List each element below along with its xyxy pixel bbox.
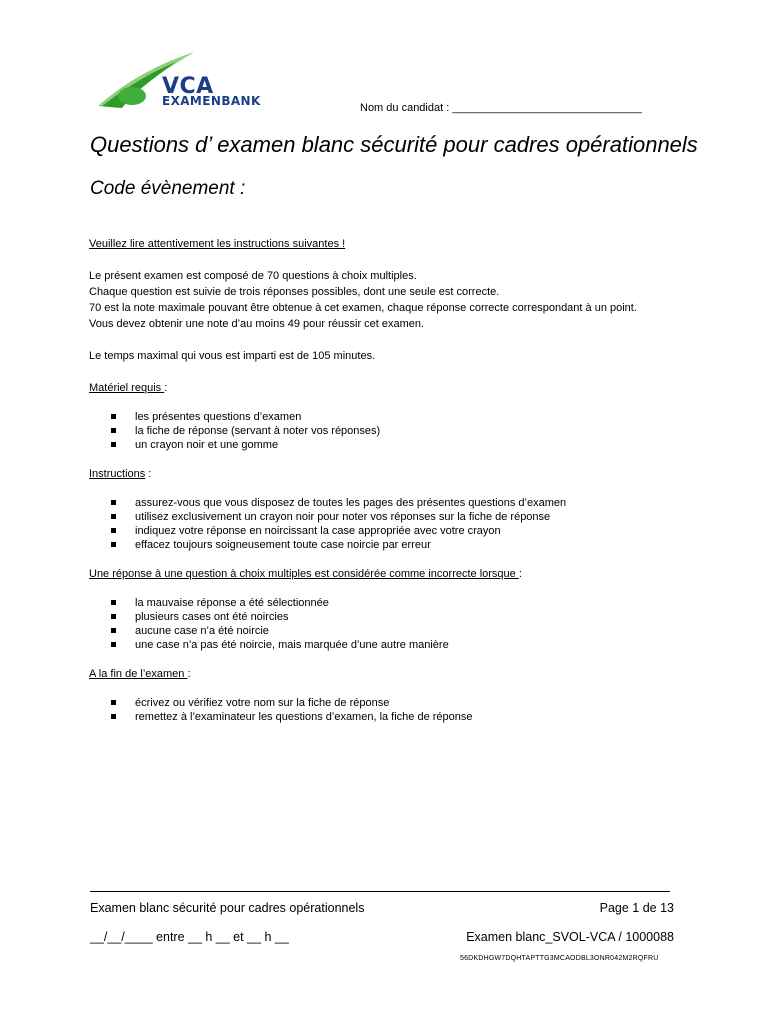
list-item: un crayon noir et une gomme bbox=[111, 438, 689, 452]
bullet-icon bbox=[111, 428, 116, 433]
logo-sub-text: EXAMENBANK bbox=[162, 94, 261, 108]
footer-row-date bbox=[90, 930, 674, 944]
list-item: la fiche de réponse (servant à noter vos réponses) bbox=[111, 424, 689, 438]
list-item: la mauvaise réponse a été sélectionnée bbox=[111, 596, 689, 610]
bullet-icon bbox=[111, 500, 116, 505]
list-item: effacez toujours soigneusement toute case noircie par erreur bbox=[111, 538, 689, 552]
footer-date-line: __/__/____ entre __ h __ et __ h __ bbox=[90, 930, 289, 944]
list-item: écrivez ou vérifiez votre nom sur la fiche de réponse bbox=[111, 696, 689, 710]
list-item: plusieurs cases ont été noircies bbox=[111, 610, 689, 624]
vca-examenbank-logo bbox=[96, 50, 266, 110]
document-hash: 56DKDHGW7DQHTAPTTG3MCAODBL3ONR042M2RQFRU bbox=[460, 955, 659, 962]
intro-line: Chaque question est suivie de trois réponses possibles, dont une seule est correcte. bbox=[89, 286, 500, 298]
bullet-icon bbox=[111, 614, 116, 619]
bullet-icon bbox=[111, 600, 116, 605]
footer-exam-code: Examen blanc_SVOL-VCA / 1000088 bbox=[466, 930, 674, 944]
bullet-icon bbox=[111, 714, 116, 719]
instructions-body bbox=[89, 236, 689, 724]
end-of-exam-list bbox=[89, 696, 689, 724]
materiel-heading: Matériel requis : bbox=[89, 382, 168, 394]
bullet-icon bbox=[111, 528, 116, 533]
footer-row-title bbox=[90, 901, 674, 915]
instructions-list-heading: Instructions : bbox=[89, 468, 152, 480]
end-of-exam-heading: A la fin de l’examen : bbox=[89, 668, 191, 680]
intro-line: 70 est la note maximale pouvant être obtenue à cet examen, chaque réponse correcte correspondant à un point. bbox=[89, 302, 637, 314]
list-item: utilisez exclusivement un crayon noir pour noter vos réponses sur la fiche de réponse bbox=[111, 510, 689, 524]
list-item: assurez-vous que vous disposez de toutes les pages des présentes questions d’examen bbox=[111, 496, 689, 510]
list-item: aucune case n’a été noircie bbox=[111, 624, 689, 638]
bullet-icon bbox=[111, 514, 116, 519]
bullet-icon bbox=[111, 542, 116, 547]
page-number: Page 1 de 13 bbox=[599, 901, 674, 915]
footer-divider bbox=[90, 891, 670, 892]
page-title: Questions d’ examen blanc sécurité pour cadres opérationnels bbox=[90, 132, 698, 157]
list-item: remettez à l’examinateur les questions d’examen, la fiche de réponse bbox=[111, 710, 689, 724]
list-item: une case n’a pas été noircie, mais marquée d’une autre manière bbox=[111, 638, 689, 652]
event-code-label: Code évènement : bbox=[90, 178, 246, 199]
materiel-list bbox=[89, 410, 689, 452]
logo-brand-text: VCA bbox=[162, 74, 214, 99]
instructions-list bbox=[89, 496, 689, 552]
footer-title: Examen blanc sécurité pour cadres opérationnels bbox=[90, 901, 365, 915]
bullet-icon bbox=[111, 642, 116, 647]
time-limit-text: Le temps maximal qui vous est imparti est de 105 minutes. bbox=[89, 350, 376, 362]
instructions-heading: Veuillez lire attentivement les instructions suivantes ! bbox=[89, 238, 346, 250]
bullet-icon bbox=[111, 442, 116, 447]
incorrect-heading: Une réponse à une question à choix multiples est considérée comme incorrecte lorsque : bbox=[89, 568, 522, 580]
intro-line: Vous devez obtenir une note d’au moins 49 pour réussir cet examen. bbox=[89, 318, 425, 330]
candidate-name-field: Nom du candidat : _______________________________ bbox=[360, 102, 642, 114]
intro-line: Le présent examen est composé de 70 questions à choix multiples. bbox=[89, 270, 417, 282]
incorrect-list bbox=[89, 596, 689, 652]
bullet-icon bbox=[111, 700, 116, 705]
list-item: indiquez votre réponse en noircissant la case appropriée avec votre crayon bbox=[111, 524, 689, 538]
list-item: les présentes questions d’examen bbox=[111, 410, 689, 424]
bullet-icon bbox=[111, 414, 116, 419]
bullet-icon bbox=[111, 628, 116, 633]
